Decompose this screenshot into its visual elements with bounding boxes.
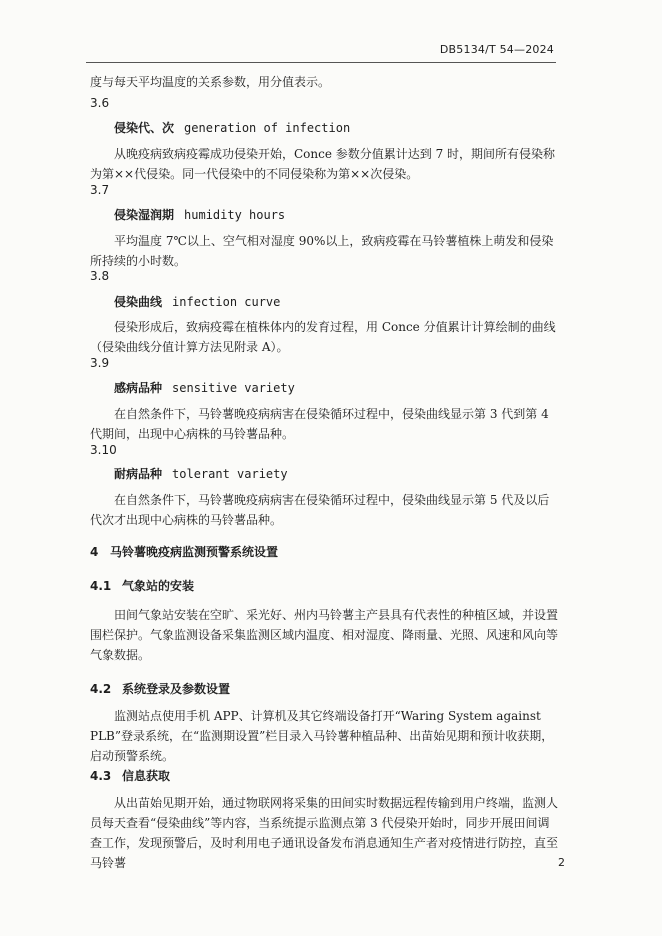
term-3-6: [114, 121, 350, 135]
section-title: 信息获取: [122, 769, 171, 783]
page-number: 2: [558, 856, 565, 869]
section-title: 气象站的安装: [122, 579, 195, 593]
paragraph-4-2: 监测站点使用手机 APP、计算机及其它终端设备打开“Waring System against PLB”登录系统，在“监测期设置”栏目录入马铃薯种植品种、出苗始见期和预计收获期，启动预警系统。: [90, 709, 554, 763]
term-en: tolerant variety: [172, 467, 288, 481]
section-number: 4.3: [90, 769, 112, 783]
document-id-header: DB5134/T 54—2024: [439, 43, 554, 56]
definition-3-10: 在自然条件下，马铃薯晚疫病病害在侵染循环过程中，侵染曲线显示第 5 代及以后代次才出现中心病株的马铃薯品种。: [90, 493, 550, 527]
continued-paragraph: 度与每天平均温度的关系参数，用分值表示。: [90, 75, 331, 89]
clause-number-3-7: 3.7: [90, 183, 110, 197]
term-3-9: [114, 381, 295, 395]
definition-3-7: 平均温度 7℃以上、空气相对湿度 90%以上，致病疫霉在马铃薯植株上萌发和侵染所持续的小时数。: [90, 234, 554, 268]
term-cn: 侵染代、次: [114, 121, 175, 135]
definition-3-6: 从晚疫病致病疫霉成功侵染开始，Conce 参数分值累计达到 7 时，期间所有侵染称为第××代侵染。同一代侵染中的不同侵染称为第××次侵染。: [90, 147, 556, 181]
section-heading-4-2: [90, 682, 230, 696]
term-cn: 侵染湿润期: [114, 208, 175, 222]
definition-3-8: 侵染形成后，致病疫霉在植株体内的发育过程，用 Conce 分值累计计算绘制的曲线（侵染曲线分值计算方法见附录 A）。: [90, 320, 556, 354]
section-heading-4-1: [90, 579, 194, 593]
section-heading-4: [90, 545, 278, 559]
term-cn: 感病品种: [114, 381, 163, 395]
term-en: humidity hours: [184, 208, 286, 222]
term-cn: 耐病品种: [114, 467, 163, 481]
term-3-8: [114, 295, 280, 309]
term-en: infection curve: [172, 295, 281, 309]
paragraph-4-1: 田间气象站安装在空旷、采光好、州内马铃薯主产县具有代表性的种植区域，并设置围栏保护。气象监测设备采集监测区域内温度、相对湿度、降雨量、光照、风速和风向等气象数据。: [90, 608, 559, 662]
clause-number-3-9: 3.9: [90, 356, 110, 370]
clause-number-3-8: 3.8: [90, 269, 110, 283]
section-title: 系统登录及参数设置: [122, 682, 231, 696]
term-en: sensitive variety: [172, 381, 295, 395]
paragraph-4-3: 从出苗始见期开始，通过物联网将采集的田间实时数据远程传输到用户终端，监测人员每天查看“侵染曲线”等内容，当系统提示监测点第 3 代侵染开始时，同步开展田间调查工作，发现预警后，及时利用电子通讯设备发布消息通知生产者对疫情进行防控，直至马铃薯: [90, 796, 559, 870]
section-heading-4-3: [90, 769, 170, 783]
section-number: 4: [90, 545, 99, 559]
section-number: 4.2: [90, 682, 112, 696]
term-cn: 侵染曲线: [114, 295, 163, 309]
term-3-10: [114, 467, 288, 481]
term-3-7: [114, 208, 285, 222]
clause-number-3-10: 3.10: [90, 443, 117, 457]
section-number: 4.1: [90, 579, 112, 593]
clause-number-3-6: 3.6: [90, 96, 110, 110]
header-rule: [86, 62, 556, 63]
definition-3-9: 在自然条件下，马铃薯晚疫病病害在侵染循环过程中，侵染曲线显示第 3 代到第 4 代期间，出现中心病株的马铃薯品种。: [90, 407, 549, 441]
term-en: generation of infection: [184, 121, 351, 135]
section-title: 马铃薯晚疫病监测预警系统设置: [110, 545, 279, 559]
